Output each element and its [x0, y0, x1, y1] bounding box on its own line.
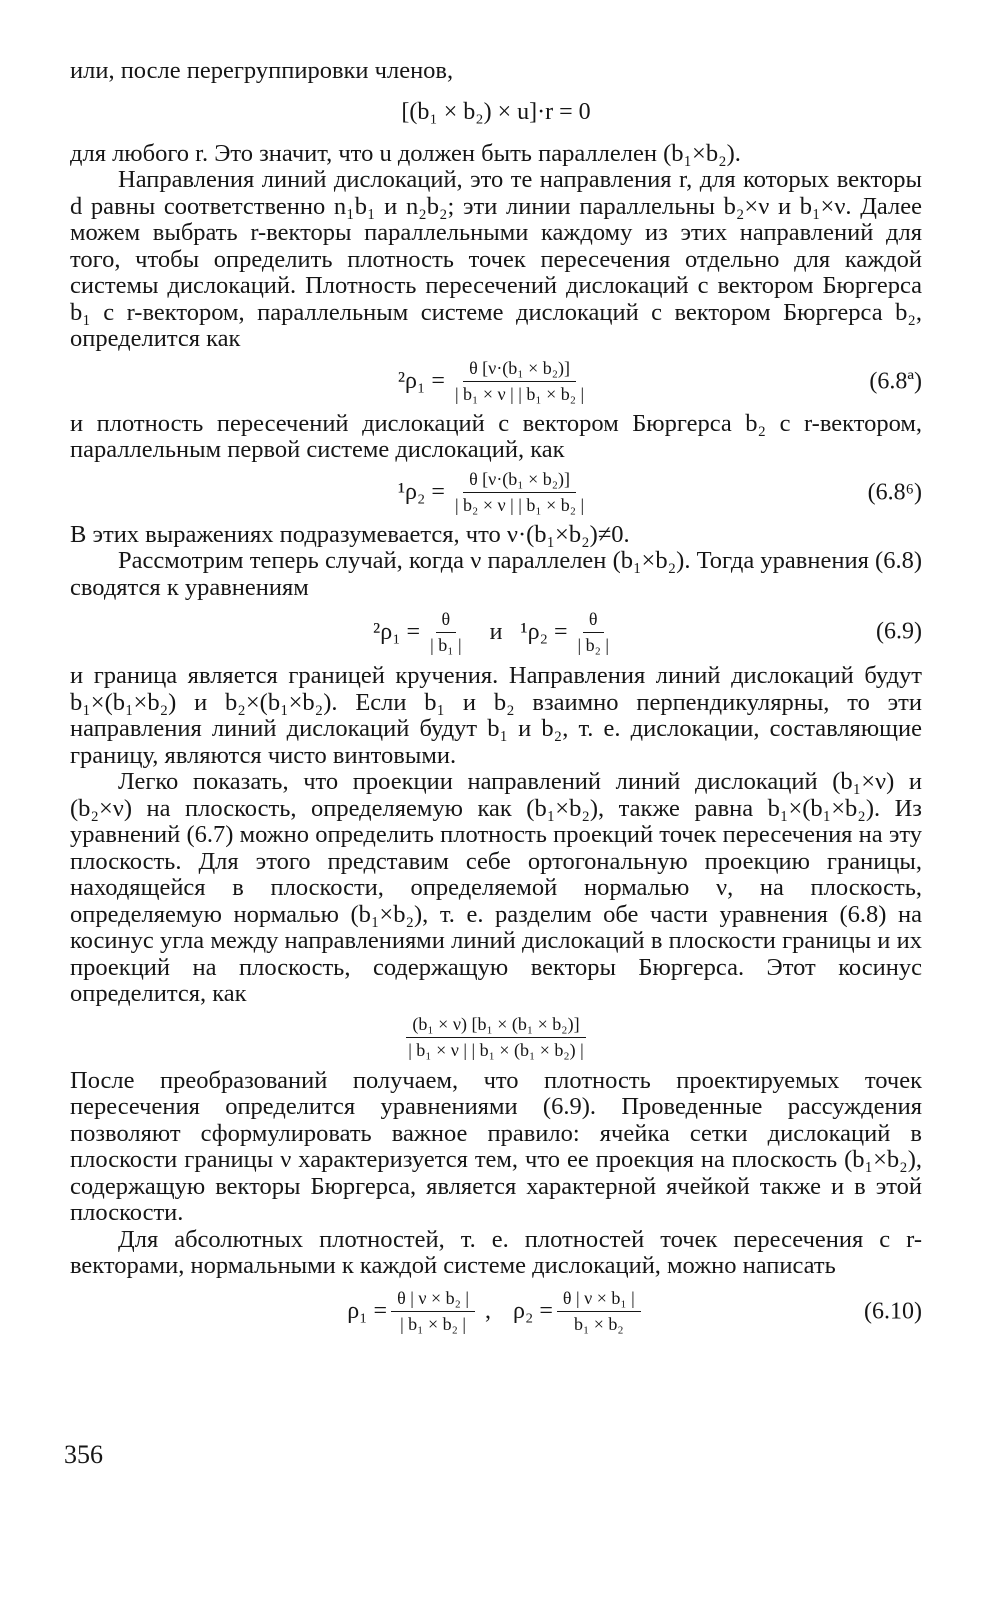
fraction [557, 1288, 641, 1335]
equation-number: (6.9) [876, 618, 922, 645]
fraction-numerator: θ [ν·(b₁ × b₂)] [463, 469, 576, 493]
paragraph: В этих выражениях подразумевается, что ν·(b₁×b₂)≠0. [70, 520, 630, 548]
fraction-denominator: b₁ × b₂ [573, 1314, 624, 1334]
equation-cosine [70, 1008, 922, 1068]
equation-lhs: ²ρ₁ = [373, 618, 421, 645]
fraction-numerator: θ [583, 609, 604, 633]
equation-lhs: ¹ρ₂ = [397, 479, 445, 505]
equation-lhs: ¹ρ₂ = [520, 618, 568, 645]
fraction-denominator: | b₁ × ν | | b₁ × (b₁ × b₂) | [408, 1040, 584, 1060]
fraction-numerator: (b₁ × ν) [b₁ × (b₁ × b₂)] [406, 1014, 585, 1038]
fraction-numerator: θ [ν·(b₁ × b₂)] [463, 358, 576, 382]
fraction-denominator: | b₂ | [577, 634, 609, 655]
paragraph: для любого r. Это значит, что u должен быть параллелен (b₁×b₂). [70, 139, 741, 167]
equation-6-9 [70, 601, 922, 663]
fraction-denominator: | b₁ × b₂ | [400, 1314, 466, 1334]
equation-number: (6.8ª) [869, 368, 922, 394]
fraction-numerator: θ | ν × b₁ | [557, 1288, 641, 1312]
fraction [449, 469, 590, 516]
page-number: 356 [64, 1440, 103, 1469]
paragraph: После преобразований получаем, что плотность проектируемых точек пересечения определится уравнениями (6.9). Проведенные рассуждения позволяют сформулировать важное правило: ячейка сетки дислокаций в плоскости границы ν характеризуется тем, что ее проекция на плоскость (b₁×b₂), содержащую векторы Бюргерса, является характерной ячейкой также и в этой плоскости. [70, 1066, 922, 1226]
fraction [449, 358, 590, 405]
paragraph: и плотность пересечений дислокаций с вектором Бюргерса b₂ с r-вектором, параллельным первой системе дислокаций, как [70, 409, 922, 463]
equation-6-8b [70, 464, 922, 522]
fraction-numerator: θ | ν × b₂ | [391, 1288, 475, 1312]
fraction-denominator: | b₁ | [430, 634, 462, 655]
paragraph: Для абсолютных плотностей, т. е. плотностей точек пересечения с r-векторами, нормальными к каждой системе дислокаций, можно написать [70, 1225, 922, 1279]
equation-text: [(b₁ × b₂) × u]·r = 0 [401, 99, 591, 125]
paragraph: Направления линий дислокаций, это те направления r, для которых векторы d равны соответственно n₁b₁ и n₂b₂; эти линии параллельны b₂×ν и b₁×ν. Далее можем выбрать r-векторы параллельными каждому из этих направлений для того, чтобы определить плотность точек пересечения отдельно для каждой системы дислокаций. Плотность пересечений дислокаций с вектором Бюргерса b₁ с r-вектором, параллельным системе дислокаций с вектором Бюргерса b₂, определится как [70, 166, 922, 352]
fraction [572, 609, 615, 656]
conjunction: и [489, 618, 503, 645]
fraction [391, 1288, 475, 1335]
paragraph: Легко показать, что проекции направлений линий дислокаций (b₁×ν) и (b₂×ν) на плоскость, определяемую как (b₁×b₂), также равна b₁×(b₁×b₂). Из уравнений (6.7) можно определить плотность проекций точек пересечения на эту плоскость. Для этого представим себе ортогональную проекцию границы, находящейся в плоскости, определяемой нормалью ν, на плоскость, определяемую нормалью (b₁×b₂), т. е. разделим обе части уравнения (6.8) на косинус угла между направлениями линий дислокаций в плоскости границы и их проекций на плоскость, содержащую векторы Бюргерса. Этот косинус определится, как [70, 768, 922, 1007]
paragraph: или, после перегруппировки членов, [70, 57, 454, 84]
equation [70, 85, 922, 141]
equation-lhs: ²ρ₁ = [397, 368, 445, 394]
fraction [402, 1014, 590, 1061]
equation-number: (6.8⁶) [867, 479, 922, 505]
equation-6-8a [70, 353, 922, 411]
page-body [70, 58, 922, 1344]
fraction-numerator: θ [436, 609, 457, 633]
fraction-denominator: | b₁ × ν | | b₁ × b₂ | [454, 384, 585, 404]
fraction [424, 609, 467, 656]
equation-lhs: ρ₂ = [513, 1298, 553, 1324]
paragraph: и граница является границей кручения. Направления линий дислокаций будут b₁×(b₁×b₂) и b₂×(b₁×b₂). Если b₁ и b₂ взаимно перпендикулярны, то эти направления линий дислокаций будут b₁ и b₂, т. е. дислокации, составляющие границу, являются чисто винтовыми. [70, 662, 922, 769]
paragraph: Рассмотрим теперь случай, когда ν параллелен (b₁×b₂). Тогда уравнения (6.8) сводятся к уравнениям [70, 547, 922, 601]
equation-6-10 [70, 1280, 922, 1344]
fraction-denominator: | b₂ × ν | | b₁ × b₂ | [454, 495, 585, 515]
equation-number: (6.10) [864, 1298, 922, 1324]
equation-lhs: ρ₁ = [347, 1298, 388, 1324]
separator: , [485, 1298, 491, 1324]
